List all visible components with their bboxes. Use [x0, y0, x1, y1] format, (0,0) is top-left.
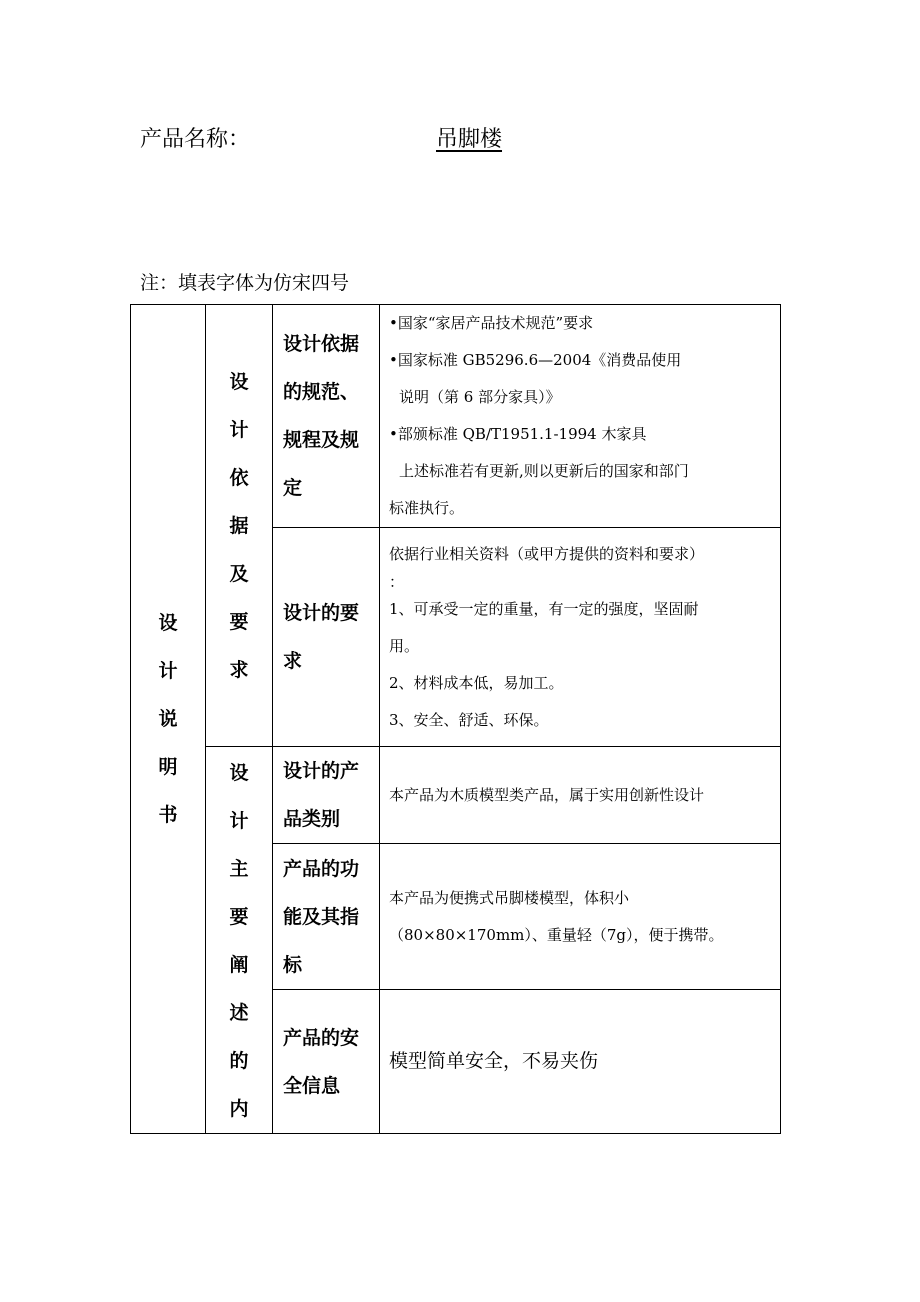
content-line: 用。: [389, 636, 420, 655]
section-cell: [131, 305, 206, 1134]
content-line: 说明（第 6 部分家具）》: [399, 388, 561, 406]
content-line: •国家“家居产品技术规范”要求: [389, 314, 594, 332]
row-title-cell: [273, 747, 380, 844]
content-line: （80×80×170mm）、重量轻（7g），便于携带。: [389, 925, 724, 944]
table-row: [131, 305, 781, 528]
row-content: 本产品为木质模型类产品，属于实用创新性设计: [389, 786, 705, 804]
row-title-cell: [273, 844, 380, 990]
row-content-cell: [380, 528, 781, 747]
content-line: 1、可承受一定的重量，有一定的强度，坚固耐: [389, 599, 699, 618]
row-title-cell: [273, 305, 380, 528]
content-line: •国家标准 GB5296.6—2004《消费品使用: [389, 351, 682, 369]
group1-label: 设计依据及要求: [229, 370, 249, 681]
row-content: 模型简单安全，不易夹伤: [389, 1050, 599, 1072]
product-name-value: 吊脚楼: [436, 127, 503, 152]
row-content-cell: [380, 990, 781, 1134]
row-content: [380, 305, 780, 527]
section-label: 设计说明书: [158, 612, 178, 826]
content-line: ：: [389, 572, 405, 591]
row-content: [380, 536, 780, 739]
content-line: 标准执行。: [389, 499, 465, 517]
product-name-label: 产品名称：: [140, 127, 251, 152]
row-title: 设计依据的规范、规程及规定: [283, 333, 360, 499]
group2-cell: [206, 747, 273, 1134]
row-title: 产品的安全信息: [283, 1026, 360, 1097]
row-content: [380, 880, 780, 954]
content-line: 上述标准若有更新,则以更新后的国家和部门: [399, 462, 689, 480]
row-content-cell: [380, 844, 781, 990]
row-title: 设计的要求: [283, 602, 360, 672]
group1-cell: [206, 305, 273, 747]
content-line: •部颁标准 QB/T1951.1-1994 木家具: [389, 425, 647, 443]
content-line: 本产品为便携式吊脚楼模型，体积小: [389, 888, 630, 907]
row-content-cell: [380, 305, 781, 528]
row-content-cell: [380, 747, 781, 844]
content-line: 2、材料成本低，易加工。: [389, 673, 564, 692]
table-row: [131, 747, 781, 844]
row-title: 设计的产品类别: [283, 760, 360, 830]
row-title-cell: [273, 528, 380, 747]
group2-label: 设计主要阐述的内: [229, 762, 249, 1120]
row-title: 产品的功能及其指标: [283, 857, 360, 976]
content-line: 依据行业相关资料（或甲方提供的资料和要求）: [389, 544, 705, 563]
row-title-cell: [273, 990, 380, 1134]
design-spec-table: [130, 304, 781, 1134]
font-note: 注：填表字体为仿宋四号: [140, 272, 350, 294]
content-line: 3、安全、舒适、环保。: [389, 710, 549, 729]
